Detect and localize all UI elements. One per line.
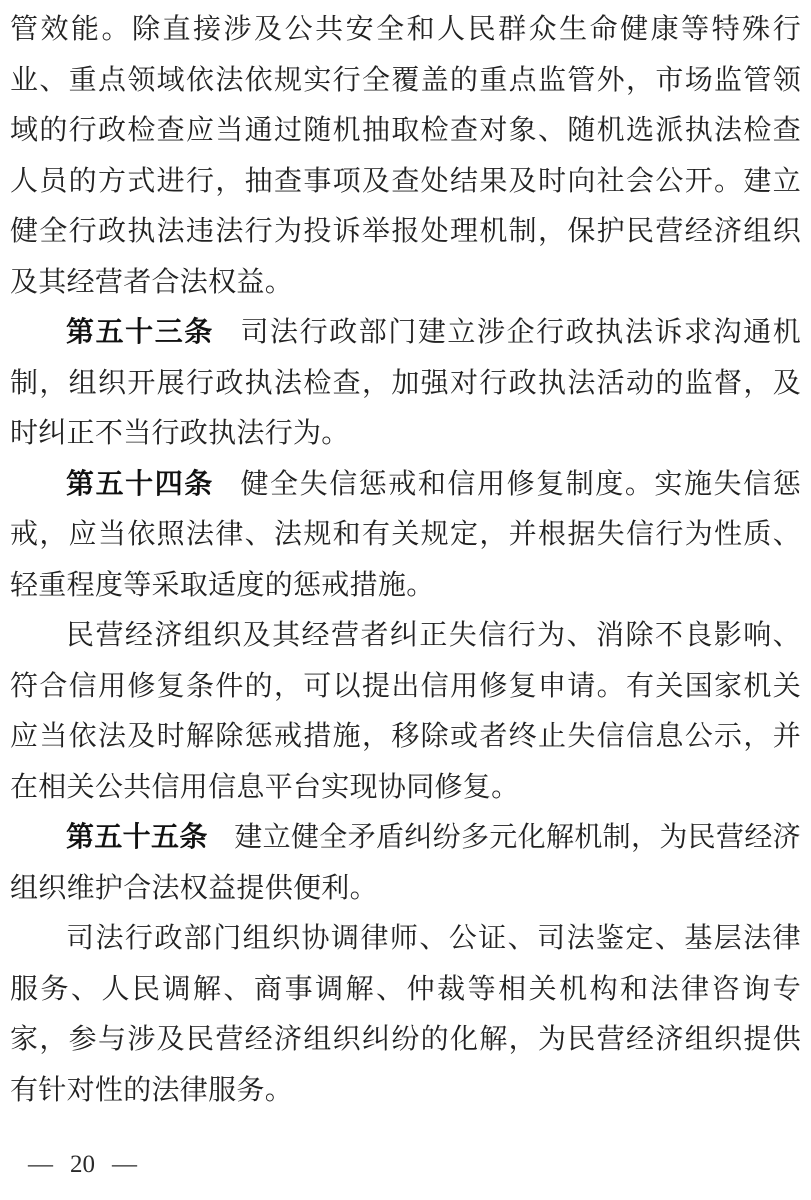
paragraph-text: 管效能。除直接涉及公共安全和人民群众生命健康等特殊行业、重点领域依法依规实行全覆盖的重点监管外，市场监管领域的行政检查应当通过随机抽取检查对象、随机选派执法检查人员的方式进行，抽查事项及查处结果及时向社会公开。建立健全行政执法违法行为投诉举报处理机制，保护民营经济组织及其经营者合法权益。 [10,14,801,298]
document-body [10,0,801,1116]
article-55-sub-paragraph [10,914,801,1116]
page-number: 20 [70,1151,95,1178]
paragraph-text: 建立健全矛盾纠纷多元化解机制，为民营经济组织维护合法权益提供便利。 [10,822,801,904]
article-55-paragraph [10,813,801,914]
article-54-paragraph [10,460,801,612]
paragraph-text: 民营经济组织及其经营者纠正失信行为、消除不良影响、符合信用修复条件的，可以提出信用修复申请。有关国家机关应当依法及时解除惩戒措施，移除或者终止失信信息公示，并在相关公共信用信息平台实现协同修复。 [10,620,801,803]
paragraph-text: 司法行政部门组织协调律师、公证、司法鉴定、基层法律服务、人民调解、商事调解、仲裁等相关机构和法律咨询专家，参与涉及民营经济组织纠纷的化解，为民营经济组织提供有针对性的法律服务。 [10,923,801,1106]
article-54-sub-paragraph [10,611,801,813]
article-53-paragraph [10,308,801,460]
paragraph-text: 健全失信惩戒和信用修复制度。实施失信惩戒，应当依照法律、法规和有关规定，并根据失信行为性质、轻重程度等采取适度的惩戒措施。 [10,468,801,601]
article-54-number: 第五十四条 [66,468,214,500]
article-53-number: 第五十三条 [66,317,214,348]
page-footer [28,1148,137,1182]
footer-left-dash: — [28,1151,53,1178]
paragraph-text: 司法行政部门建立涉企行政执法诉求沟通机制，组织开展行政执法检查，加强对行政执法活动的监督，及时纠正不当行政执法行为。 [10,317,801,449]
paragraph-continuation [10,5,801,308]
article-55-number: 第五十五条 [66,822,208,853]
footer-right-dash: — [112,1151,137,1178]
